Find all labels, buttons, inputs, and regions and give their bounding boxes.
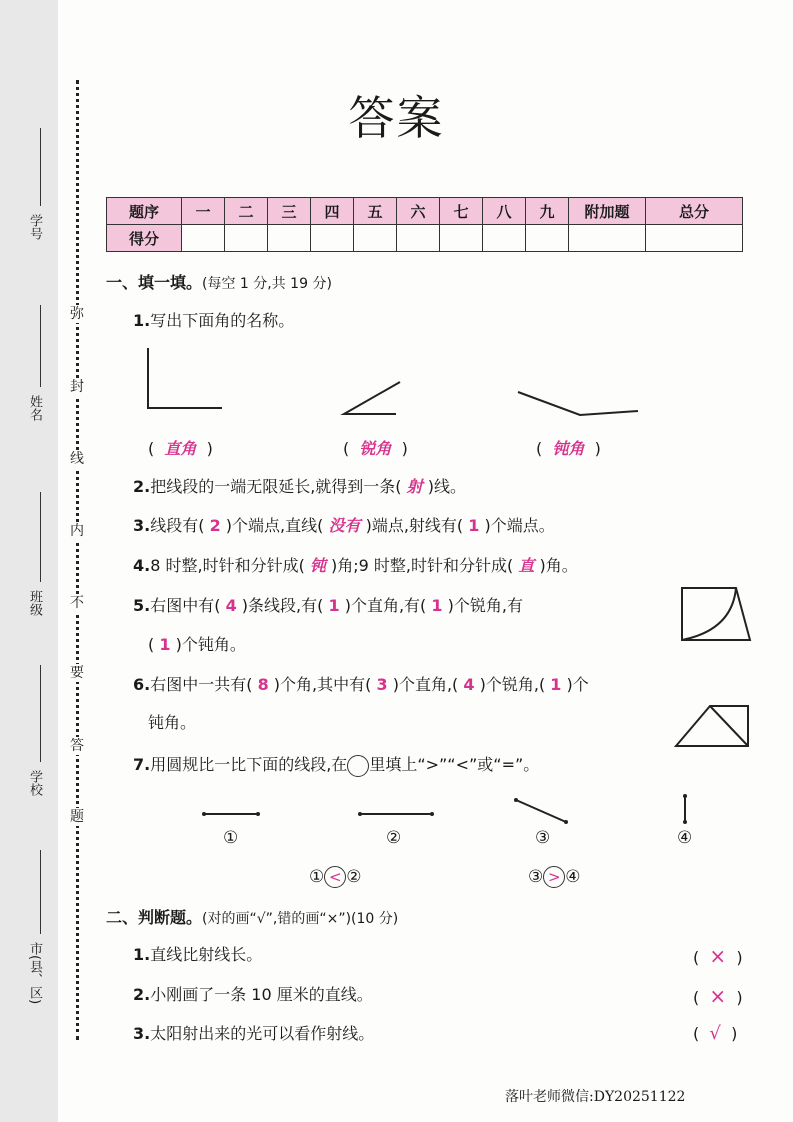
q7-text: 7.用圆规比一比下面的线段,在 里填上“>”“<”或“=”。 [133, 754, 539, 777]
judge-item-2: 2.小刚画了一条 10 厘米的直线。 [133, 985, 373, 1004]
section1-heading [106, 270, 332, 293]
q5-figure [680, 586, 752, 642]
field-district: 市(县、区) [27, 942, 42, 1005]
score-header-cell: 一 [182, 198, 225, 225]
seal-char: 题 [70, 809, 84, 825]
score-table [106, 197, 743, 252]
seal-dotted-line [76, 80, 79, 1040]
score-header-cell: 六 [397, 198, 440, 225]
judge-item-1: 1.直线比射线长。 [133, 945, 263, 964]
field-class: 班级 [27, 590, 42, 616]
score-table-header-row [107, 198, 743, 225]
score-header-cell: 九 [526, 198, 569, 225]
q1-num: 1. [133, 311, 151, 330]
footer-watermark: 落叶老师微信:DY20251122 [505, 1089, 686, 1105]
score-header-cell: 七 [440, 198, 483, 225]
q2-text: 2.把线段的一端无限延长,就得到一条( 射 )线。 [133, 477, 467, 496]
comparison-2: ③ > ④ [528, 867, 581, 887]
score-cell [225, 225, 268, 252]
obtuse-angle-figure [518, 392, 638, 415]
acute-angle-figure [344, 382, 400, 414]
field-name: 姓名 [27, 395, 42, 421]
segment-label: ① [223, 828, 239, 848]
q1-answer-2: ( 锐角 ) [343, 439, 408, 458]
judge-mark-3: ( √ ) [693, 1023, 738, 1044]
q5-text-cont: ( 1 )个钝角。 [148, 635, 246, 654]
q1-text [133, 310, 294, 332]
score-cell [569, 225, 646, 252]
score-cell [646, 225, 743, 252]
field-school: 学校 [27, 770, 42, 796]
segment-label: ③ [535, 828, 551, 848]
judge-mark-2: ( × ) [693, 984, 743, 1008]
q3-text: 3.线段有( 2 )个端点,直线( 没有 )端点,射线有( 1 )个端点。 [133, 516, 555, 535]
q5-text: 5.右图中有( 4 )条线段,有( 1 )个直角,有( 1 )个锐角,有 [133, 596, 523, 615]
q1-answer-1: ( 直角 ) [148, 439, 213, 458]
score-header-cell: 总分 [646, 198, 743, 225]
seal-char: 线 [70, 451, 84, 467]
section2-heading [106, 905, 398, 928]
page-title: 答案 [348, 91, 445, 145]
judge-item-3: 3.太阳射出来的光可以看作射线。 [133, 1024, 375, 1043]
q1-answer-3: ( 钝角 ) [536, 439, 601, 458]
score-table-row [107, 225, 743, 252]
seal-char: 答 [70, 738, 84, 754]
score-cell [526, 225, 569, 252]
right-angle-figure [148, 348, 222, 408]
seal-char: 要 [70, 665, 84, 681]
score-cell [440, 225, 483, 252]
q7-segments [190, 790, 710, 830]
score-header-cell: 四 [311, 198, 354, 225]
comparison-1: ① < ② [309, 867, 362, 887]
q1-prompt: 写出下面角的名称。 [150, 311, 295, 330]
score-cell [397, 225, 440, 252]
angle-figures [130, 340, 650, 425]
score-cell [182, 225, 225, 252]
field-line-district [40, 850, 41, 934]
q6-figure [674, 704, 750, 748]
section2-title: 二、判断题。 [106, 908, 203, 927]
q6-text-cont: 钝角。 [148, 713, 197, 732]
score-header-cell: 五 [354, 198, 397, 225]
section1-title: 一、填一填。 [106, 273, 203, 292]
score-header-cell: 三 [268, 198, 311, 225]
score-cell [483, 225, 526, 252]
seal-char: 弥 [70, 306, 84, 322]
field-line-name [40, 305, 41, 387]
section1-note: (每空 1 分,共 19 分) [202, 276, 332, 292]
segment-3 [516, 800, 566, 822]
field-line-class [40, 492, 41, 582]
field-line-school [40, 665, 41, 762]
seal-char: 封 [70, 379, 84, 395]
judge-mark-1: ( × ) [693, 944, 743, 968]
seal-char: 内 [70, 523, 84, 539]
score-header-cell: 八 [483, 198, 526, 225]
score-header-cell: 附加题 [569, 198, 646, 225]
score-cell [354, 225, 397, 252]
score-header-cell: 题序 [107, 198, 182, 225]
seal-char: 不 [70, 595, 84, 611]
field-student-id: 学号 [27, 214, 42, 240]
score-cell [311, 225, 354, 252]
section2-note: (对的画“√”,错的画“×”)(10 分) [202, 911, 399, 927]
segment-label: ④ [677, 828, 693, 848]
score-row-label: 得分 [107, 225, 182, 252]
q6-text: 6.右图中一共有( 8 )个角,其中有( 3 )个直角,( 4 )个锐角,( 1 )个 [133, 675, 589, 694]
score-cell [268, 225, 311, 252]
q4-text: 4.8 时整,时针和分针成( 钝 )角;9 时整,时针和分针成( 直 )角。 [133, 556, 578, 575]
segment-label: ② [386, 828, 402, 848]
score-header-cell: 二 [225, 198, 268, 225]
